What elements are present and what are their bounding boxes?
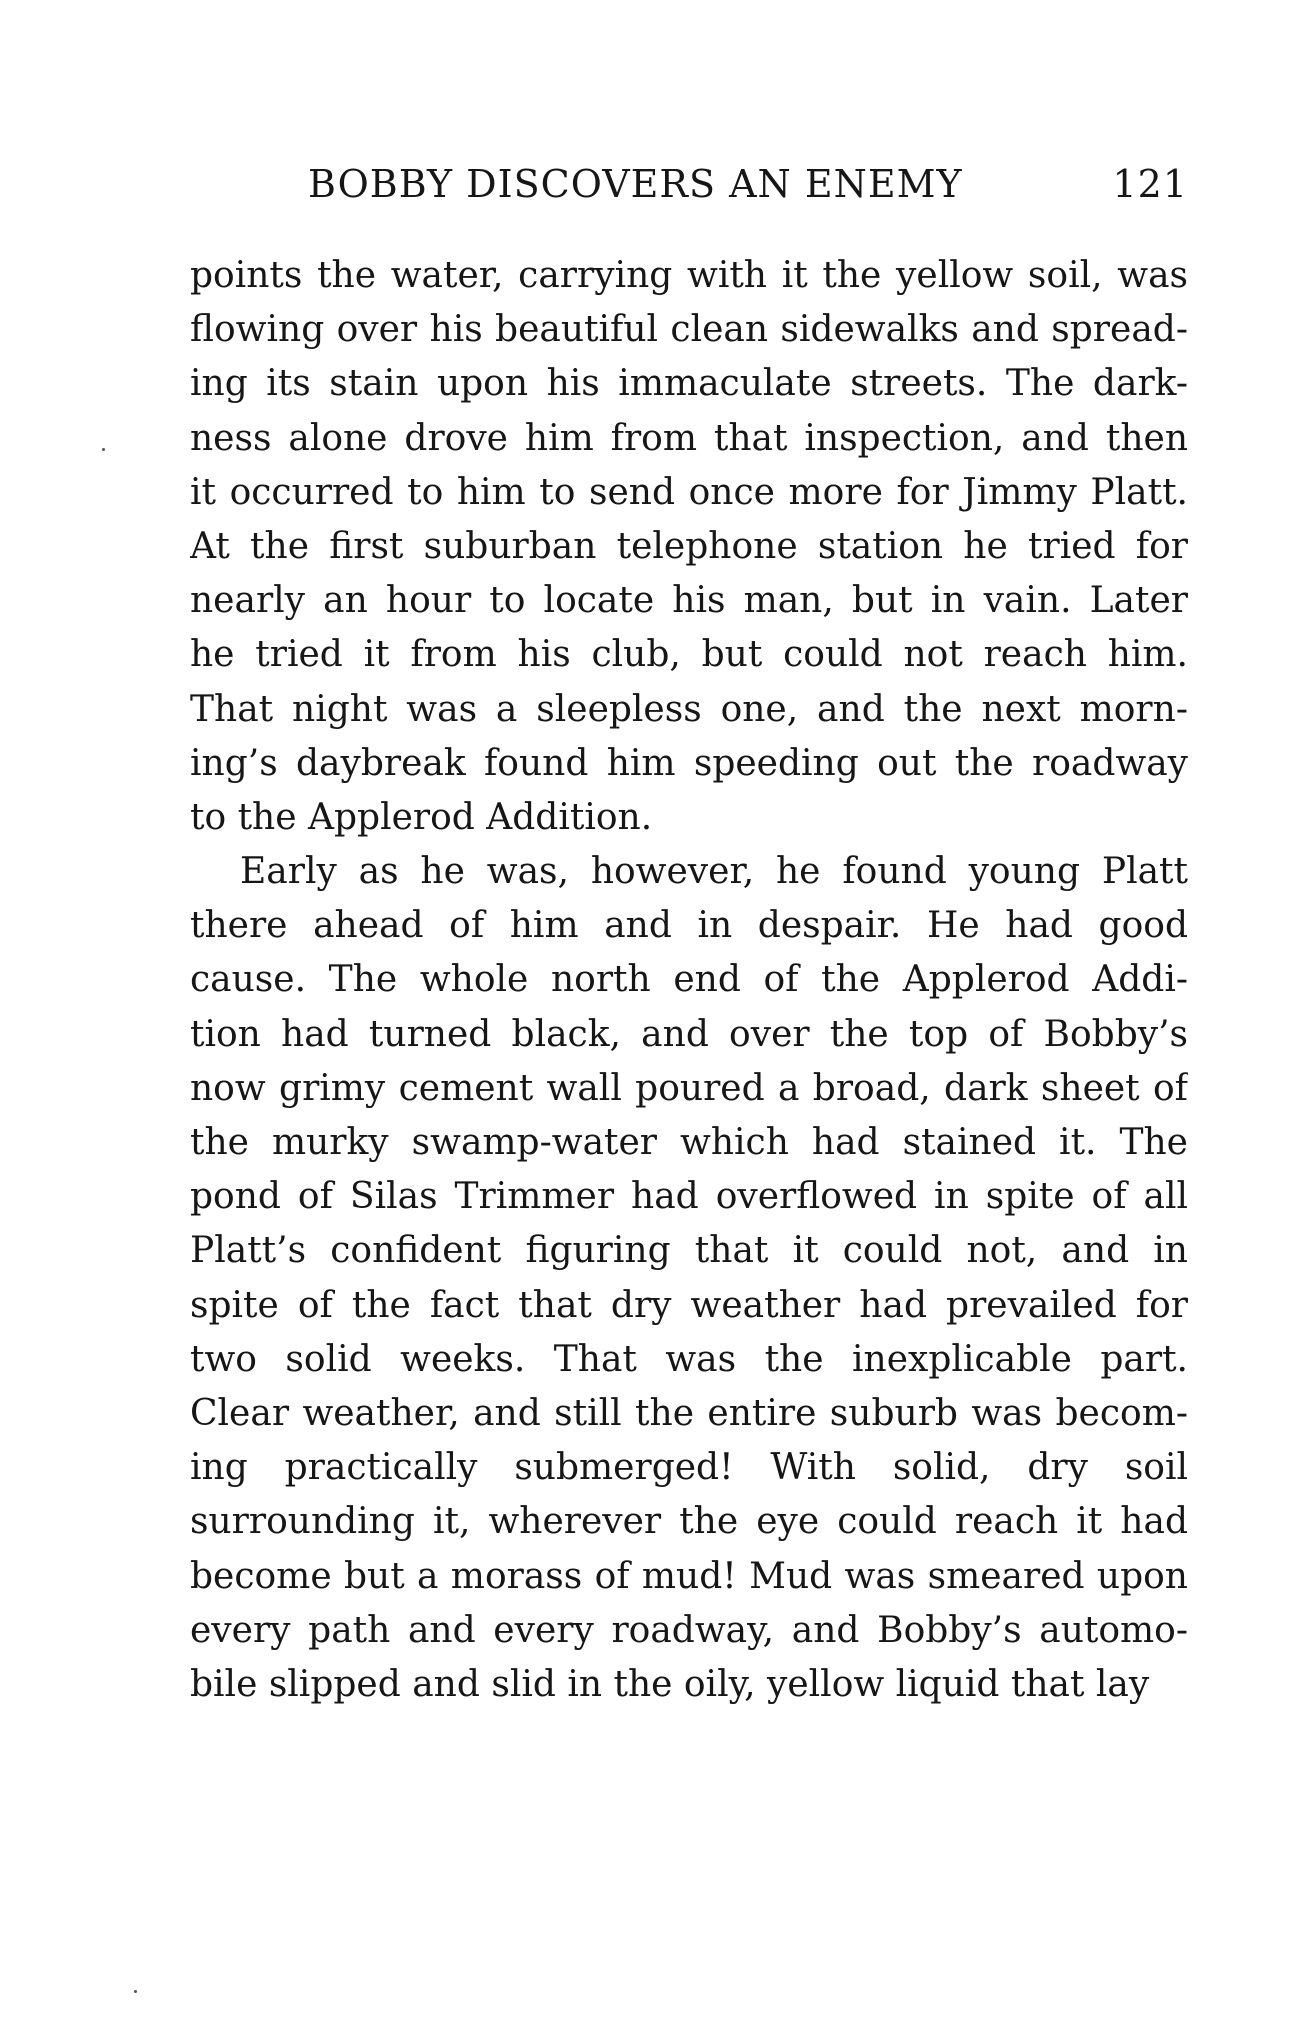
page-header — [308, 156, 1188, 212]
page-number: 121 — [1112, 162, 1188, 206]
text-line: ing its stain upon his immaculate streets. The dark- — [190, 363, 1188, 405]
text-line: pond of Silas Trimmer had overflowed in spite of all — [190, 1176, 1188, 1218]
print-speck — [134, 1990, 137, 1993]
text-line: surrounding it, wherever the eye could reach it had — [190, 1501, 1188, 1543]
text-line: it occurred to him to send once more for Jimmy Platt. — [190, 471, 1188, 513]
text-line: spite of the fact that dry weather had prevailed for — [190, 1284, 1188, 1326]
running-title: BOBBY DISCOVERS AN ENEMY — [308, 162, 963, 206]
text-line: there ahead of him and in despair. He had good — [190, 905, 1188, 947]
text-line: tion had turned black, and over the top of Bobby’s — [190, 1013, 1188, 1055]
text-line: the murky swamp-water which had stained it. The — [190, 1122, 1188, 1163]
text-line: ing practically submerged! With solid, dry soil — [190, 1447, 1188, 1489]
text-line: to the Applerod Addition. — [190, 796, 653, 838]
body-text — [190, 249, 1188, 1712]
text-line: Clear weather, and still the entire suburb was becom- — [190, 1392, 1188, 1434]
text-line: Early as he was, however, he found young Platt — [240, 851, 1188, 893]
text-line: every path and every roadway, and Bobby’s automo- — [190, 1609, 1188, 1651]
text-line: nearly an hour to locate his man, but in vain. Later — [190, 580, 1188, 622]
text-line: points the water, carrying with it the yellow soil, was — [190, 255, 1188, 296]
text-line: he tried it from his club, but could not reach him. — [190, 634, 1188, 676]
text-line: ness alone drove him from that inspection, and then — [190, 417, 1188, 459]
paragraph — [190, 249, 1188, 845]
text-line: flowing over his beautiful clean sidewalks and spread- — [190, 309, 1188, 351]
text-line: ing’s daybreak found him speeding out the roadway — [190, 742, 1188, 784]
paragraph — [190, 845, 1188, 1712]
text-line: bile slipped and slid in the oily, yellow liquid that lay — [190, 1663, 1150, 1705]
text-line: two solid weeks. That was the inexplicable part. — [190, 1338, 1188, 1380]
text-line: Platt’s confident figuring that it could not, and in — [190, 1230, 1188, 1272]
print-speck — [102, 448, 105, 451]
text-line: become but a morass of mud! Mud was smeared upon — [190, 1555, 1188, 1597]
text-line: That night was a sleepless one, and the next morn- — [190, 688, 1188, 730]
text-line: now grimy cement wall poured a broad, dark sheet of — [190, 1067, 1188, 1109]
text-line: cause. The whole north end of the Applerod Addi- — [190, 959, 1188, 1001]
text-line: At the first suburban telephone station he tried for — [190, 525, 1188, 567]
